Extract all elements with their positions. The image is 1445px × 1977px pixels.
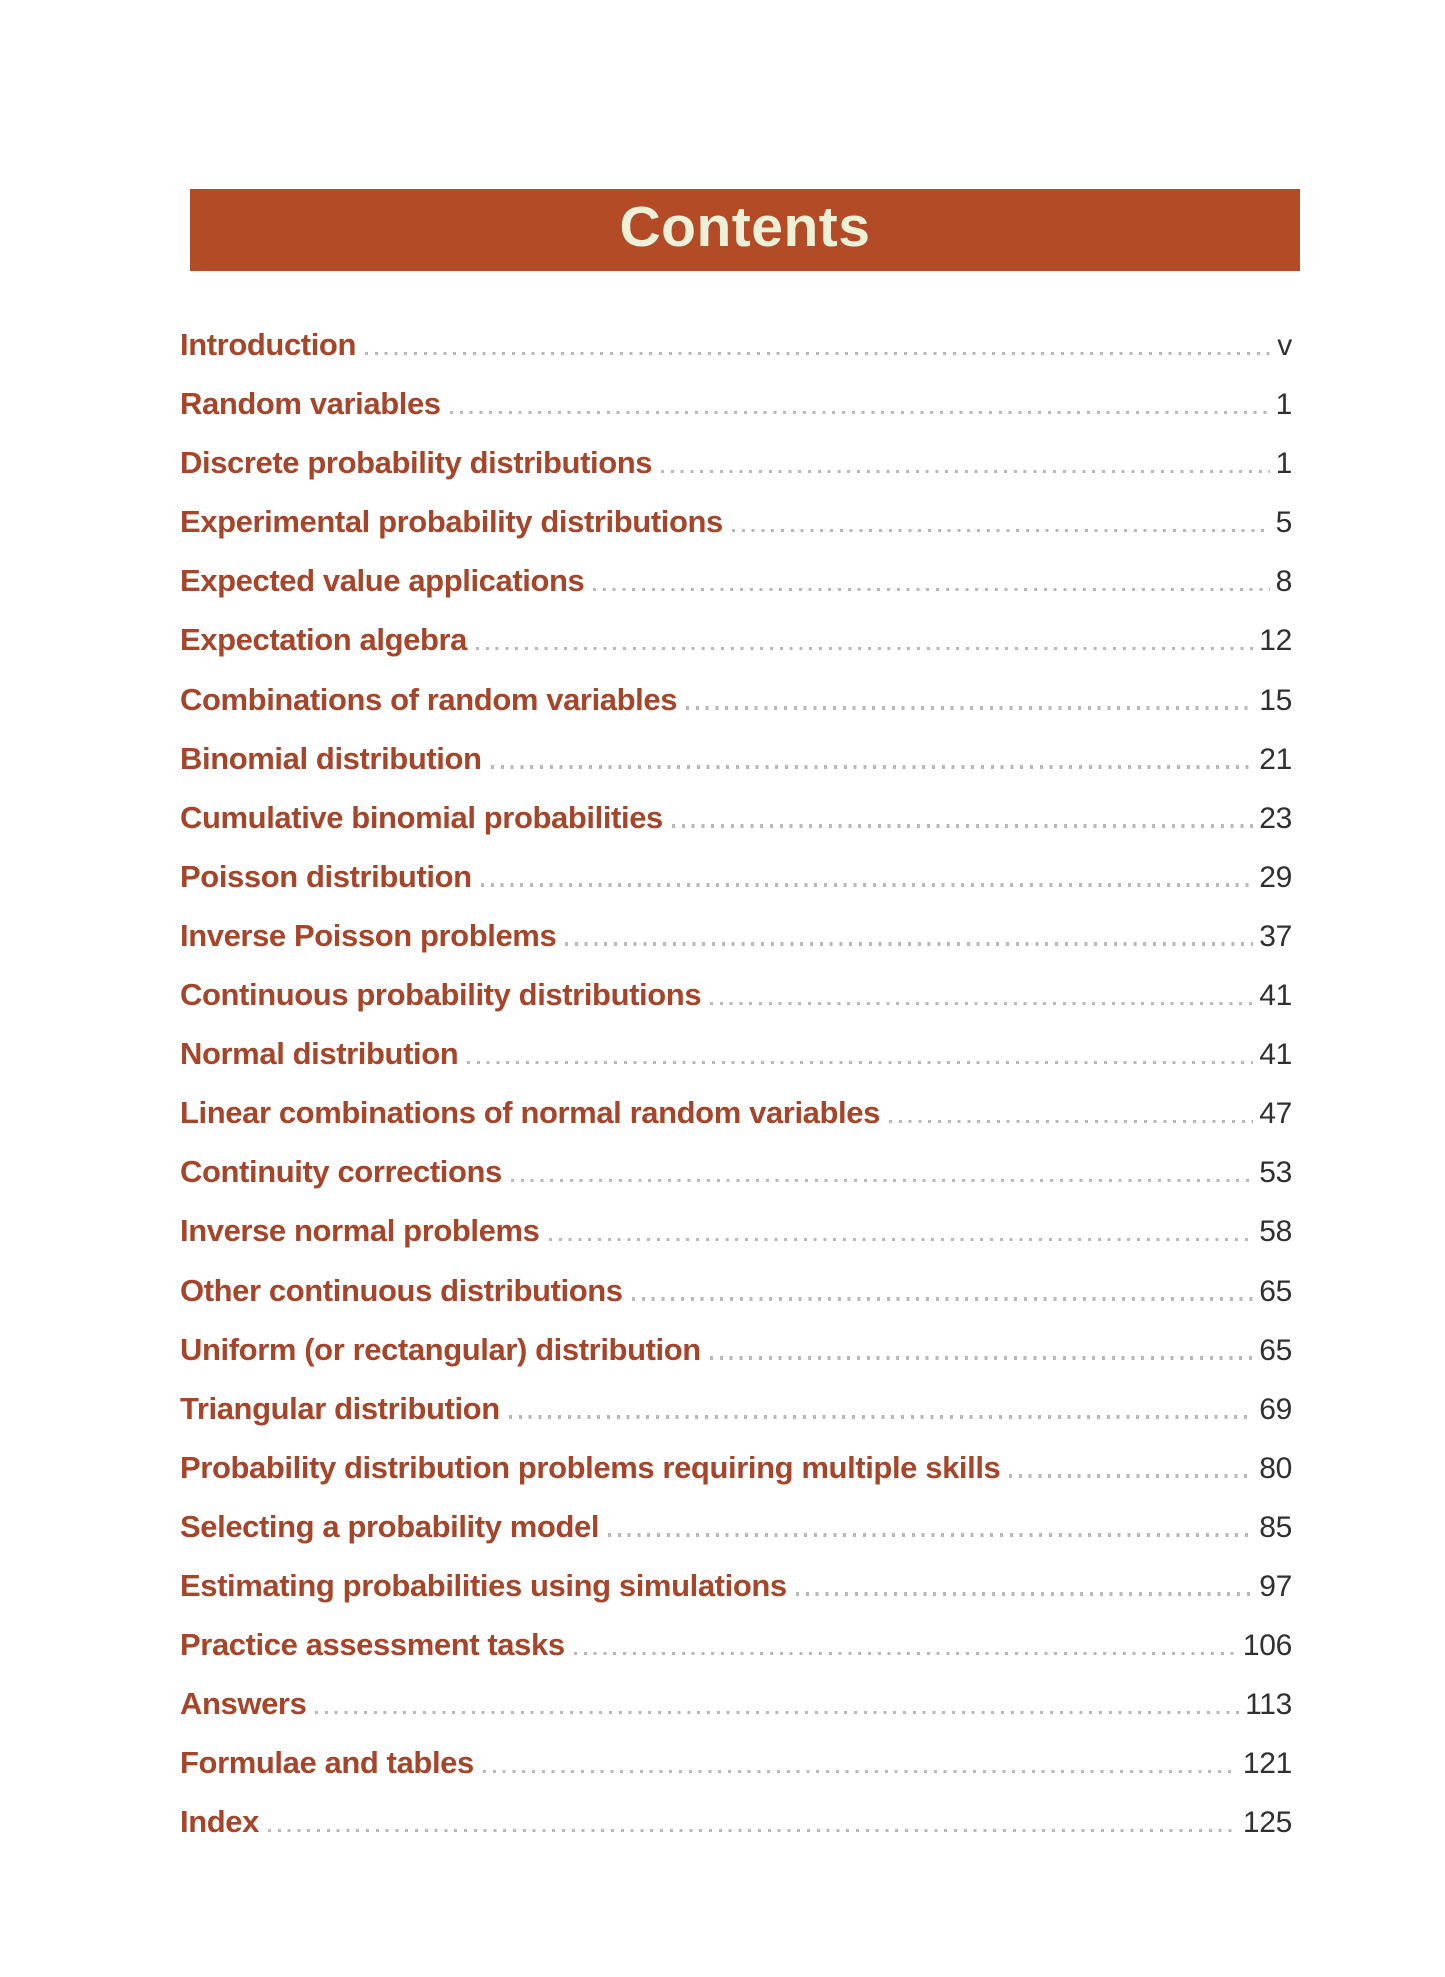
toc-entry — [180, 1142, 1292, 1201]
toc-entry-page: 1 — [1275, 447, 1292, 481]
toc-entry-label: Uniform (or rectangular) distribution — [180, 1331, 701, 1367]
toc-entry — [180, 433, 1292, 492]
toc-entry-label: Random variables — [180, 386, 441, 422]
toc-entry — [180, 788, 1292, 847]
toc-entry-page: 47 — [1259, 1097, 1292, 1131]
toc-entry-page: 97 — [1259, 1569, 1292, 1603]
toc-entry-page: 85 — [1259, 1510, 1292, 1544]
toc-entry-label: Linear combinations of normal random variables — [180, 1095, 880, 1131]
toc-entry — [180, 374, 1292, 433]
toc-entry — [180, 906, 1292, 965]
toc-entry-label: Poisson distribution — [180, 858, 472, 894]
toc-entry — [180, 551, 1292, 610]
toc-entry-label: Inverse normal problems — [180, 1213, 540, 1249]
toc-entry-label: Estimating probabilities using simulations — [180, 1567, 787, 1603]
dot-leader — [549, 1238, 1254, 1242]
toc-entry-label: Expected value applications — [180, 563, 585, 599]
toc-list — [180, 315, 1292, 1851]
toc-entry-label: Cumulative binomial probabilities — [180, 799, 663, 835]
toc-entry-page: v — [1277, 329, 1292, 362]
toc-entry-page: 12 — [1259, 624, 1292, 658]
toc-entry-label: Expectation algebra — [180, 622, 467, 658]
toc-entry-page: 65 — [1259, 1274, 1292, 1308]
toc-entry-page: 113 — [1245, 1688, 1292, 1722]
dot-leader — [509, 1415, 1253, 1419]
dot-leader — [450, 411, 1270, 415]
toc-entry-label: Formulae and tables — [180, 1745, 474, 1781]
toc-entry-page: 80 — [1259, 1451, 1292, 1485]
dot-leader — [632, 1297, 1254, 1301]
dot-leader — [1009, 1474, 1253, 1478]
toc-entry-page: 106 — [1242, 1629, 1292, 1663]
toc-entry — [180, 1556, 1292, 1615]
dot-leader — [467, 1061, 1253, 1065]
toc-entry-label: Selecting a probability model — [180, 1508, 600, 1544]
toc-entry — [180, 965, 1292, 1024]
toc-entry-label: Introduction — [180, 327, 356, 362]
toc-entry-page: 15 — [1259, 683, 1292, 717]
dot-leader — [476, 647, 1253, 651]
toc-entry — [180, 1083, 1292, 1142]
dot-leader — [608, 1533, 1253, 1537]
toc-entry-page: 8 — [1275, 565, 1292, 599]
toc-entry-page: 41 — [1259, 979, 1292, 1013]
toc-entry — [180, 610, 1292, 669]
toc-entry-page: 65 — [1259, 1333, 1292, 1367]
dot-leader — [661, 470, 1269, 474]
dot-leader — [732, 529, 1270, 533]
toc-entry — [180, 847, 1292, 906]
toc-entry-label: Other continuous distributions — [180, 1272, 623, 1308]
toc-entry — [180, 670, 1292, 729]
toc-entry — [180, 1201, 1292, 1260]
dot-leader — [511, 1179, 1253, 1183]
dot-leader — [710, 1356, 1253, 1360]
toc-entry-page: 1 — [1275, 388, 1292, 422]
dot-leader — [491, 765, 1254, 769]
toc-entry — [180, 1497, 1292, 1556]
toc-entry-page: 37 — [1259, 919, 1292, 953]
dot-leader — [365, 352, 1271, 356]
toc-entry-page: 29 — [1259, 860, 1292, 894]
toc-entry-page: 41 — [1259, 1038, 1292, 1072]
dot-leader — [565, 942, 1253, 946]
toc-entry — [180, 1733, 1292, 1792]
toc-entry-page: 53 — [1259, 1156, 1292, 1190]
toc-entry — [180, 1261, 1292, 1320]
toc-entry-label: Binomial distribution — [180, 740, 482, 776]
toc-entry — [180, 1024, 1292, 1083]
toc-entry — [180, 1438, 1292, 1497]
dot-leader — [574, 1652, 1237, 1656]
toc-entry-label: Continuous probability distributions — [180, 977, 702, 1013]
toc-entry — [180, 315, 1292, 374]
toc-entry-page: 58 — [1259, 1215, 1292, 1249]
toc-entry-page: 121 — [1242, 1747, 1292, 1781]
toc-entry-label: Answers — [180, 1686, 307, 1722]
dot-leader — [710, 1002, 1253, 1006]
dot-leader — [481, 883, 1254, 887]
toc-entry — [180, 729, 1292, 788]
toc-entry-label: Continuity corrections — [180, 1154, 502, 1190]
page-title: Contents — [619, 194, 871, 259]
toc-entry-label: Combinations of random variables — [180, 681, 678, 717]
toc-entry — [180, 1792, 1292, 1851]
toc-entry — [180, 1615, 1292, 1674]
toc-entry-label: Probability distribution problems requiring multiple skills — [180, 1449, 1001, 1485]
dot-leader — [889, 1120, 1253, 1124]
toc-entry-page: 69 — [1259, 1392, 1292, 1426]
dot-leader — [686, 706, 1253, 710]
contents-header-bar — [190, 189, 1300, 271]
toc-entry — [180, 492, 1292, 551]
toc-entry-label: Experimental probability distributions — [180, 504, 723, 540]
dot-leader — [593, 588, 1269, 592]
toc-entry-label: Discrete probability distributions — [180, 445, 653, 481]
dot-leader — [672, 824, 1253, 828]
toc-entry-label: Inverse Poisson problems — [180, 917, 557, 953]
toc-entry-label: Practice assessment tasks — [180, 1627, 565, 1663]
toc-entry-label: Triangular distribution — [180, 1390, 500, 1426]
dot-leader — [483, 1770, 1237, 1774]
dot-leader — [315, 1711, 1239, 1715]
dot-leader — [796, 1592, 1253, 1596]
toc-entry-page: 21 — [1259, 742, 1292, 776]
toc-entry-label: Normal distribution — [180, 1036, 459, 1072]
toc-entry-page: 5 — [1275, 506, 1292, 540]
toc-entry-page: 23 — [1259, 801, 1292, 835]
toc-entry — [180, 1379, 1292, 1438]
toc-entry — [180, 1674, 1292, 1733]
toc-entry-page: 125 — [1242, 1806, 1292, 1840]
dot-leader — [268, 1829, 1237, 1833]
toc-entry — [180, 1320, 1292, 1379]
toc-entry-label: Index — [180, 1804, 259, 1840]
